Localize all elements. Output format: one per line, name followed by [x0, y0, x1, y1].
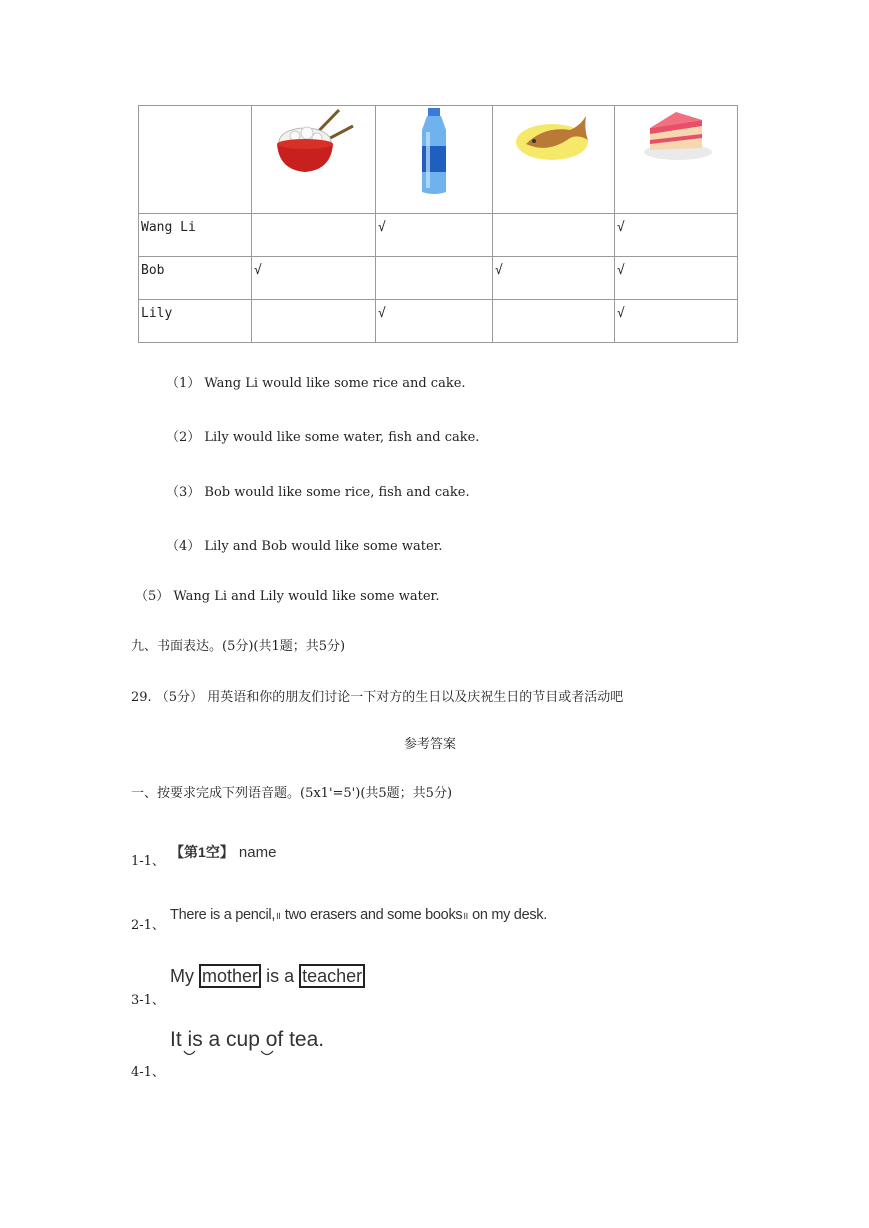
mark-cell: √	[615, 214, 738, 257]
cake-slice-icon	[636, 106, 716, 166]
row-name: Lily	[139, 300, 252, 343]
food-preference-table	[138, 105, 738, 343]
question-29: 29. （5分） 用英语和你的朋友们讨论一下对方的生日以及庆祝生日的节目或者活动吧	[131, 690, 624, 705]
header-cake-cell	[615, 106, 738, 214]
mark-cell: √	[615, 300, 738, 343]
mark-cell: √	[493, 257, 615, 300]
fish-plate-icon	[514, 106, 594, 166]
answer-1-1	[131, 842, 277, 869]
mark-cell: √	[615, 257, 738, 300]
statement-2: （2） Lily would like some water, fish and cake.	[166, 430, 480, 445]
statement-5: （5） Wang Li and Lily would like some water.	[135, 589, 440, 604]
header-fish-cell	[493, 106, 615, 214]
answer-label: 4-1、	[131, 1065, 165, 1080]
mark-cell	[252, 214, 376, 257]
pause-mark: ॥	[275, 911, 282, 922]
answer-label: 2-1、	[131, 918, 165, 933]
liaison-arc	[261, 1051, 273, 1055]
answer-3-1	[131, 966, 365, 1008]
answer-label: 1-1、	[131, 854, 165, 869]
answer-label: 3-1、	[131, 993, 165, 1008]
header-blank-cell	[139, 106, 252, 214]
sentence-part: There is a pencil,	[170, 907, 276, 923]
row-name: Wang Li	[139, 214, 252, 257]
sentence-part: is a	[261, 966, 300, 986]
rice-bowl-icon	[269, 106, 359, 181]
sentence-part: My	[170, 966, 200, 986]
sentence-part: two erasers and some books	[281, 907, 463, 923]
header-rice-cell	[252, 106, 376, 214]
mark-cell	[252, 300, 376, 343]
table-row	[139, 300, 738, 343]
sentence-part: on my desk.	[468, 907, 547, 923]
pause-mark: ॥	[462, 911, 469, 922]
mark-cell: √	[252, 257, 376, 300]
mark-cell	[493, 300, 615, 343]
answer-2-1	[131, 904, 547, 933]
statement-4: （4） Lily and Bob would like some water.	[166, 539, 443, 554]
mark-cell: √	[376, 300, 493, 343]
table-row	[139, 214, 738, 257]
blank-answer: name	[238, 844, 277, 861]
row-name: Bob	[139, 257, 252, 300]
blank-tag: 【第1空】	[170, 844, 234, 860]
water-bottle-icon	[414, 106, 454, 196]
section-9-heading: 九、书面表达。(5分)(共1题；共5分)	[131, 639, 346, 654]
stressed-word-box: teacher	[299, 964, 365, 988]
liaison-arc	[184, 1051, 195, 1055]
liaison-marks	[178, 1049, 298, 1061]
statement-1: （1） Wang Li would like some rice and cake.	[166, 376, 466, 391]
header-water-cell	[376, 106, 493, 214]
mark-cell	[376, 257, 493, 300]
mark-cell: √	[376, 214, 493, 257]
mark-cell	[493, 214, 615, 257]
statement-3: （3） Bob would like some rice, fish and cake.	[166, 485, 470, 500]
linking-sentence: It is a cup of tea.	[170, 1028, 325, 1051]
answers-section-1-heading: 一、按要求完成下列语音题。(5x1'=5')(共5题；共5分)	[131, 786, 453, 801]
table-row	[139, 257, 738, 300]
stressed-word-box: mother	[199, 964, 261, 988]
answers-title: 参考答案	[404, 737, 457, 752]
